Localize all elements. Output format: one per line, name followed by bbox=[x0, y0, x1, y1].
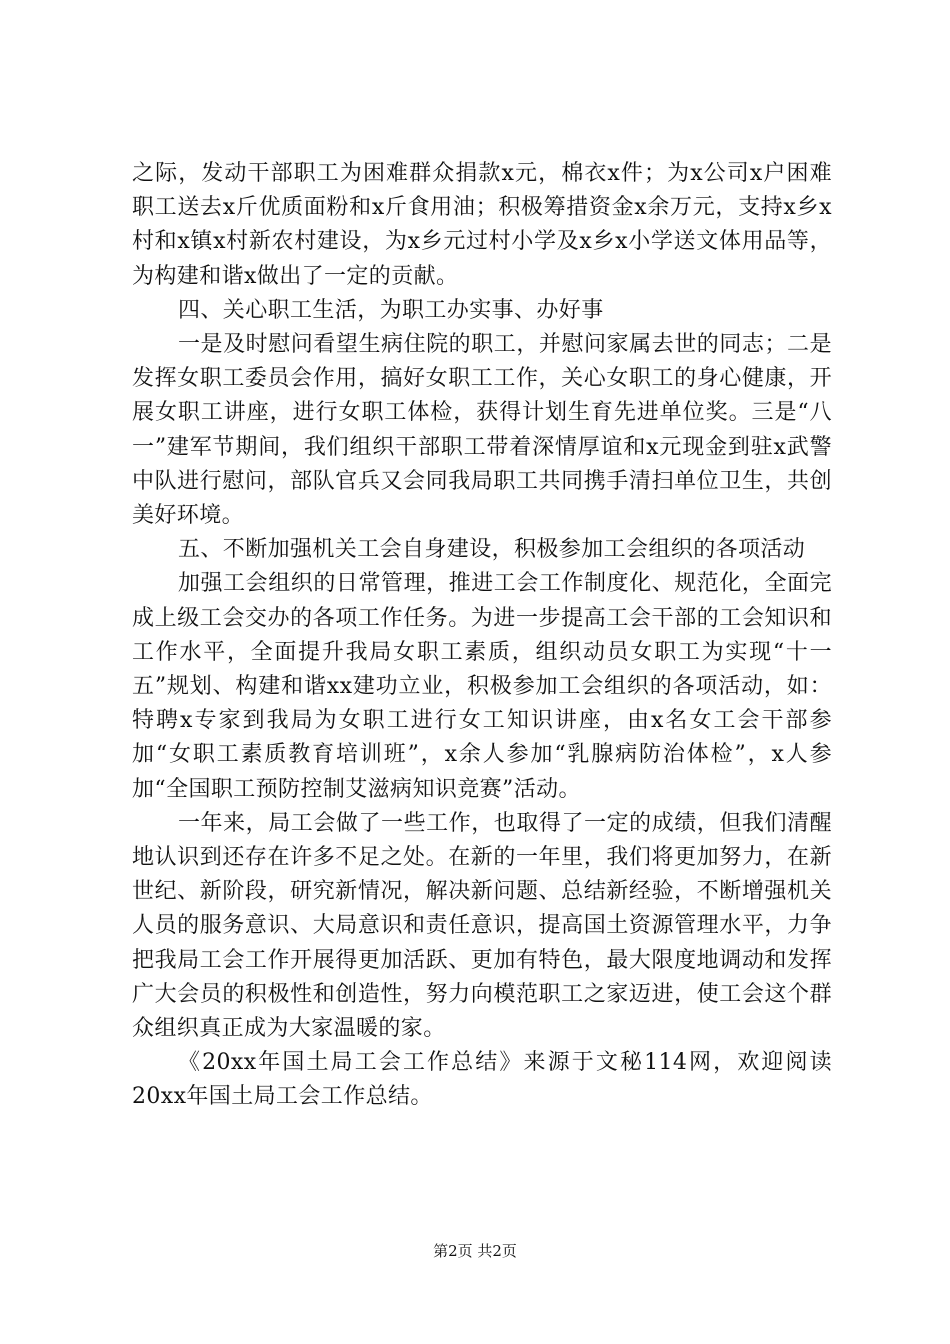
paragraph-5: 《20xx年国土局工会工作总结》来源于文秘114网，欢迎阅读20xx年国土局工会工作总结。 bbox=[132, 1050, 832, 1110]
section-heading-5: 五、不断加强机关工会自身建设，积极参加工会组织的各项活动 bbox=[178, 537, 806, 563]
paragraph-4: 一年来，局工会做了一些工作，也取得了一定的成绩，但我们清醒地认识到还存在许多不足之处。在新的一年里，我们将更加努力，在新世纪、新阶段，研究新情况，解决新问题、总结新经验，不断增强机关人员的服务意识、大局意识和责任意识，提高国土资源管理水平，力争把我局工会工作开展得更加活跃、更加有特色，最大限度地调动和发挥广大会员的积极性和创造性，努力向模范职工之家迈进，使工会这个群众组织真正成为大家温暖的家。 bbox=[132, 810, 832, 1042]
paragraph-3: 加强工会组织的日常管理，推进工会工作制度化、规范化，全面完成上级工会交办的各项工作任务。为进一步提高工会干部的工会知识和工作水平，全面提升我局女职工素质，组织动员女职工为实现“十一五”规划、构建和谐xx建功立业，积极参加工会组织的各项活动，如：特聘x专家到我局为女职工进行女工知识讲座，由x名女工会干部参加“女职工素质教育培训班”，x余人参加“乳腺病防治体检”，x人参加“全国职工预防控制艾滋病知识竞赛”活动。 bbox=[132, 571, 832, 802]
paragraph-1: 之际，发动干部职工为困难群众捐款x元，棉衣x件；为x公司x户困难职工送去x斤优质面粉和x斤食用油；积极筹措资金x余万元，支持x乡x村和x镇x村新农村建设，为x乡元过村小学及x乡x小学送文体用品等，为构建和谐x做出了一定的贡献。 bbox=[132, 161, 832, 289]
paragraph-2: 一是及时慰问看望生病住院的职工，并慰问家属去世的同志；二是发挥女职工委员会作用，搞好女职工工作，关心女职工的身心健康，开展女职工讲座，进行女职工体检，获得计划生育先进单位奖。三是“八一”建军节期间，我们组织干部职工带着深情厚谊和x元现金到驻x武警中队进行慰问，部队官兵又会同我局职工共同携手清扫单位卫生，共创美好环境。 bbox=[132, 332, 832, 529]
document-body bbox=[132, 157, 832, 1115]
section-heading-4: 四、关心职工生活，为职工办实事、办好事 bbox=[178, 297, 604, 323]
page-number-footer: 第2页 共2页 bbox=[433, 1242, 517, 1260]
